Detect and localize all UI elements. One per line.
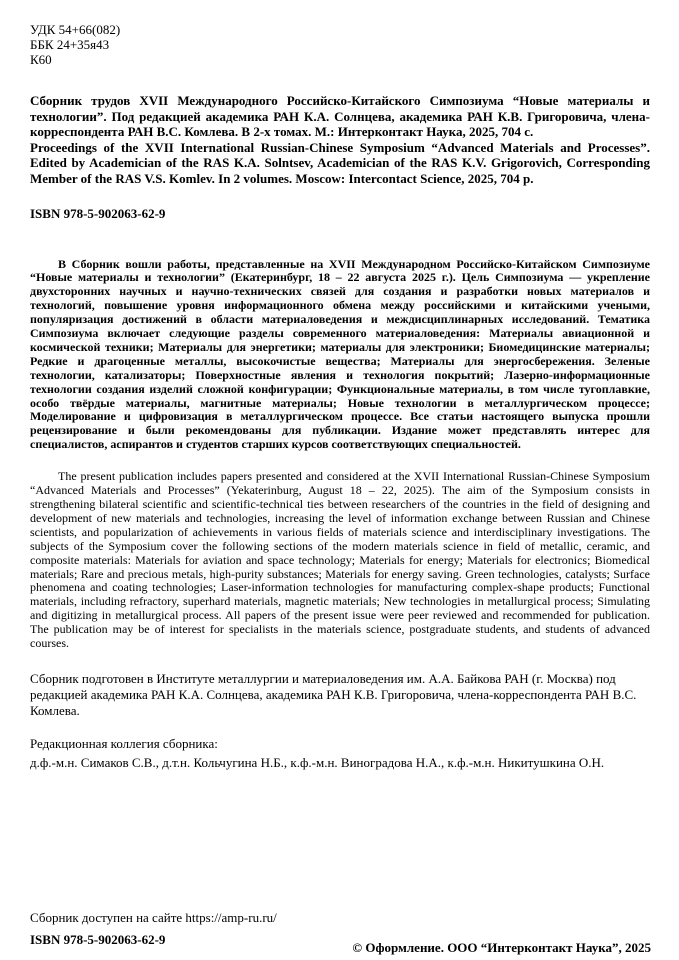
footer-block: [30, 910, 277, 948]
website-link[interactable]: https://amp-ru.ru/: [185, 910, 277, 925]
udk-code: УДК 54+66(082): [30, 22, 121, 37]
availability-note: [30, 910, 277, 926]
preparation-note: Сборник подготовен в Институте металлургии и материаловедения им. А.А. Байкова РАН (г. Москва) под редакцией академика РАН К.А. Солнцева, академика РАН К.В. Григоровича, члена-корреспондента РАН В.С. Комлева.: [30, 670, 637, 718]
classification-block: [30, 22, 650, 67]
bibliographic-description-ru: Сборник трудов XVII Международного Российско-Китайского Симпозиума “Новые материалы и технологии”. Под редакцией академика РАН К.А. Солнцева, академика РАН К.В. Григоровича, члена-корреспондента РАН В.С. Комлева. В 2-х томах. М.: Интерконтакт Наука, 2025, 704 с.: [30, 93, 650, 139]
availability-text: Сборник доступен на сайте: [30, 910, 186, 925]
annotation-ru: В Сборник вошли работы, представленные на XVII Международном Российско-Китайском Симпозиуме “Новые материалы и технологии” (Екатеринбург, 18 – 22 августа 2025 г.). Цель Симпозиума — укрепление двухсторонних научных и научно-технических связей для создания и разработки новых материалов и технологий, повышение уровня информационного обмена между российскими и китайскими учеными, популяризация достижений в области материаловедения и междисциплинарных исследований. Тематика Симпозиума включает следующие разделы современного материаловедения: Материалы авиационной и космической техники; Материалы для энергетики; материалы для электроники; Биомедицинские материалы; Редкие и драгоценные металлы, высокочистые вещества; Материалы для энергосбережения. Зеленые технологии, катализаторы; Поверхностные явления и технология покрытий; Лазерно-информационные технологии создания изделий сложной конфигурации; Функциональные материалы, в том числе тугоплавкие, особо твёрдые материалы, магнитные материалы; Новые технологии в металлургическом процессе; Моделирование и цифровизация в металлургическом процессе. Все статьи настоящего выпуска прошли рецензирование и были рекомендованы для публикации. Издание может представлять интерес для специалистов, аспирантов и студентов старших курсов соответствующих специальностей.: [30, 256, 650, 452]
editorial-board-members: д.ф.-м.н. Симаков С.В., д.т.н. Кольчугина Н.Б., к.ф.-м.н. Виноградова Н.А., к.ф.-м.н. Никитушкина О.Н.: [30, 754, 605, 770]
annotation-en: The present publication includes papers presented and considered at the XVII International Russian-Chinese Symposium “Advanced Materials and Processes” (Yekaterinburg, August 18 – 22, 2025). The aim of the Symposium consists in strengthening bilateral scientific and scientific-technical ties between researchers of the countries in the field of designing and development of new materials and technologies, increasing the level of information exchange between Russian and Chinese scientists, and popularization of achievements in various fields of materials science and interdisciplinary investigations. The subjects of the Symposium cover the following sections of the modern materials science in field of metallic, ceramic, and composite materials: Materials for aviation and space technology; Materials for energy; Materials for electronics; Biomedical materials; Rare and precious metals, high-purity substances; Materials for energy saving. Green technologies, catalysts; Surface phenomena and coating technologies; Laser-information technologies for manufacturing complex-shape products; Functional materials, including refractory, superhard materials, magnetic materials; New technologies in metallurgical process; Simulating and digitizing in metallurgical process. All papers of the present issue were peer reviewed and recommended for publication. The publication may be of interest for specialists in the materials science, postgraduate students, and students of advanced courses.: [30, 469, 650, 651]
editorial-board-heading: Редакционная коллегия сборника:: [30, 735, 218, 751]
author-mark: К60: [30, 52, 52, 67]
bbk-code: ББК 24+35я43: [30, 37, 110, 52]
isbn-top: ISBN 978-5-902063-62-9: [30, 206, 166, 221]
copyright-notice: © Оформление. ООО “Интерконтакт Наука”, 2025: [352, 940, 651, 955]
bibliographic-description-en: Proceedings of the XVII International Russian-Chinese Symposium “Advanced Materials and Processes”. Edited by Academician of the RAS K.A. Solntsev, Academician of the RAS K.V. Grigorovich, Corresponding Member of the RAS V.S. Komlev. In 2 volumes. Moscow: Intercontact Science, 2025, 704 p.: [30, 139, 650, 186]
isbn-bottom: ISBN 978-5-902063-62-9: [30, 932, 166, 947]
